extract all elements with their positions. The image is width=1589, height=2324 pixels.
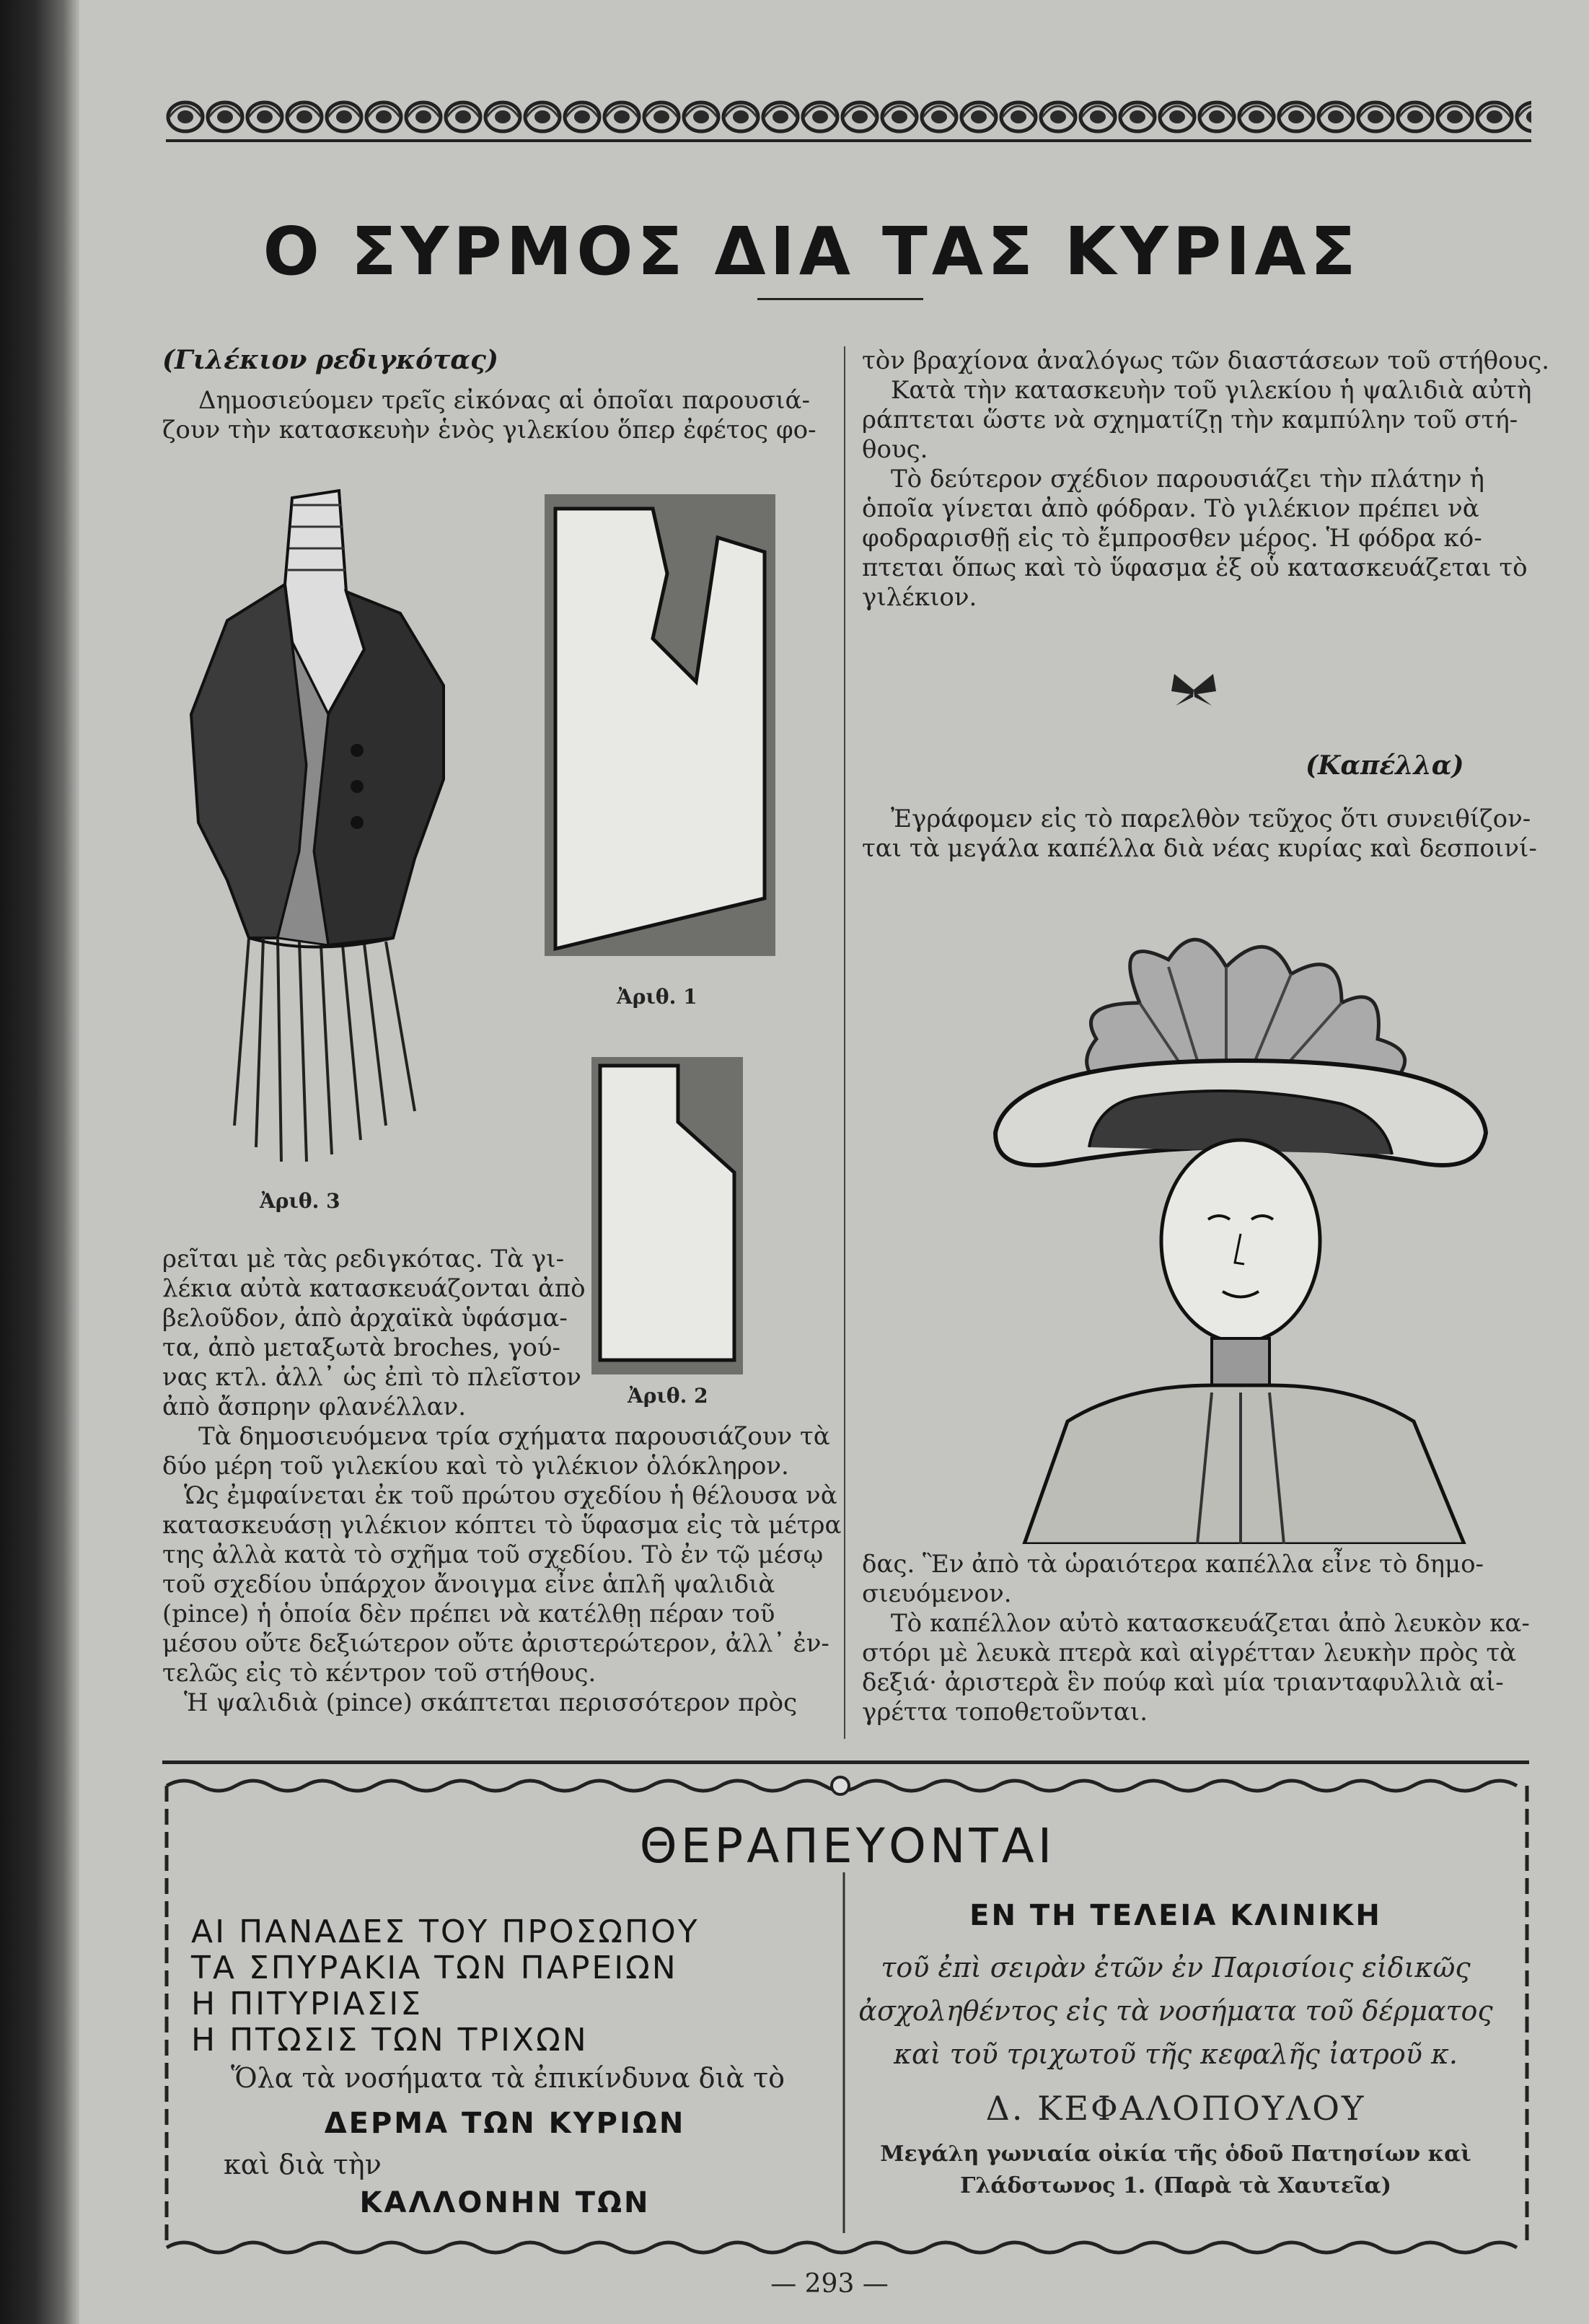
advert-beauty: ΚΑΛΛΟΝΗΝ ΤΩΝ — [359, 2186, 651, 2219]
address-2: Γλάδστωνος 1. (Παρὰ τὰ Χαυτεῖα) — [960, 2173, 1391, 2198]
figure-2-caption: Ἀριθ. 2 — [628, 1384, 708, 1408]
advert-all-diseases: Ὅλα τὰ νοσήματα τὰ ἐπικίνδυνα διὰ τὸ — [231, 2062, 785, 2094]
clinic-name: ΕΝ ΤΗ ΤΕΛΕΙΑ ΚΛΙΝΙΚΗ — [969, 1899, 1382, 1932]
advert-skin: ΔΕΡΜΑ ΤΩΝ ΚΥΡΙΩΝ — [324, 2107, 686, 2140]
pattern-diagram-1 — [545, 494, 775, 956]
doctor-desc-3: καὶ τοῦ τριχωτοῦ τῆς κεφαλῆς ἰατροῦ κ. — [894, 2038, 1458, 2070]
header-rule — [166, 139, 1531, 142]
address-1: Μεγάλη γωνιαία οἰκία τῆς ὁδοῦ Πατησίων καὶ — [880, 2141, 1471, 2167]
hats-heading: (Καπέλλα) — [1306, 750, 1464, 781]
vest-intro: Δημοσιεύομεν τρεῖς εἰκόνας αἱ ὁποῖαι παρουσιά- ζουν τὴν κατασκευὴν ἑνὸς γιλεκίου ὅπερ ἐφέτος φο- — [162, 386, 816, 444]
section-separator — [162, 1760, 1529, 1764]
header-ornament-border — [166, 95, 1531, 139]
vest-illustration — [184, 476, 458, 1169]
doctor-desc-2: ἀσχοληθέντος εἰς τὰ νοσήματα τοῦ δέρματος — [858, 1995, 1493, 2027]
vest-text-right: τὸν βραχίονα ἀναλόγως τῶν διαστάσεων τοῦ στήθους. Κατὰ τὴν κατασκευὴν τοῦ γιλεκίου ἡ ψαλιδιὰ αὐτὴ ράπτεται ὥστε νὰ σχηματίζῃ τὴν καμπύλην τοῦ στή- θους. Τὸ δεύτερον σχέδιον παρουσιάζει τὴν πλάτην ἡ ὁποῖα γίνεται ἀπὸ φόδραν. Τὸ γιλέκιον πρέπει νὰ φοδραρισθῇ εἰς τὸ ἔμπροσθεν μέρος. Ἡ φόδρα κό- πτεται ὅπως καὶ τὸ ὕφασμα ἐξ οὗ κατασκευάζεται τὸ γιλέκιον. — [862, 346, 1550, 612]
advert-title: ΘΕΡΑΠΕΥΟΝΤΑΙ — [639, 1818, 1056, 1874]
page-binding-shadow — [0, 0, 79, 2324]
condition-3: Η ΠΙΤΥΡΙΑΣΙΣ — [191, 1986, 423, 2022]
hats-text: δας. Ἓν ἀπὸ τὰ ὡραιότερα καπέλλα εἶνε τὸ δημο- σιευόμενον. Τὸ καπέλλον αὐτὸ κατασκευάζεται ἀπὸ λευκὸν κα- στόρι μὲ λευκὰ πτερὰ καὶ αἰγρέτταν λευκὴν πρὸς τὰ δεξιά· ἀριστερὰ ἓν πούφ καὶ μία τριανταφυλλιὰ αἰ- γρέττα τοποθετοῦνται. — [862, 1550, 1530, 1727]
figure-3-caption: Ἀριθ. 3 — [260, 1189, 340, 1213]
pattern-diagram-2 — [591, 1057, 743, 1374]
hat-lady-illustration — [981, 916, 1500, 1544]
vest-heading: (Γιλέκιον ρεδιγκότας) — [162, 345, 498, 375]
doctor-desc-1: τοῦ ἐπὶ σειρὰν ἐτῶν ἐν Παρισίοις εἰδικῶς — [881, 1952, 1471, 1983]
column-divider — [844, 346, 845, 1739]
page-number: — 293 — — [770, 2269, 889, 2299]
advert-and: καὶ διὰ τὴν — [224, 2149, 382, 2180]
hats-intro: Ἐγράφομεν εἰς τὸ παρελθὸν τεῦχος ὅτι συνειθίζον- ται τὰ μεγάλα καπέλλα διὰ νέας κυρίας καὶ δεσποινί- — [862, 804, 1537, 863]
vest-text-full: Τὰ δημοσιευόμενα τρία σχήματα παρουσιάζουν τὰ δύο μέρη τοῦ γιλεκίου καὶ τὸ γιλέκιον ὁλόκληρον. Ὡς ἐμφαίνεται ἐκ τοῦ πρώτου σχεδίου ἡ θέλουσα νὰ κατασκευάσῃ γιλέκιον κόπτει τὸ ὕφασμα εἰς τὰ μέτρα της ἀλλὰ κατὰ τὸ σχῆμα τοῦ σχεδίου. Τὸ ἐν τῷ μέσῳ τοῦ σχεδίου ὑπάρχον ἄνοιγμα εἶνε ἁπλῆ ψαλιδιὰ (pince) ἡ ὁποία δὲν πρέπει νὰ κατέλθῃ πέραν τοῦ μέσου οὔτε δεξιώτερον οὔτε ἀριστερώτερον, ἀλλ᾽ ἐν- τελῶς εἰς τὸ κέντρον τοῦ στήθους. Ἡ ψαλιδιὰ (pince) σκάπτεται περισσότερον πρὸς — [162, 1422, 842, 1717]
condition-1: ΑΙ ΠΑΝΑΔΕΣ ΤΟΥ ΠΡΟΣΩΠΟΥ — [191, 1913, 700, 1950]
title-underline — [757, 298, 923, 300]
figure-1-caption: Ἀριθ. 1 — [617, 985, 697, 1009]
condition-4: Η ΠΤΩΣΙΣ ΤΩΝ ΤΡΙΧΩΝ — [191, 2022, 589, 2058]
butterfly-ornament-icon — [1168, 670, 1219, 709]
page-title: Ο ΣΥΡΜΟΣ ΔΙΑ ΤΑΣ ΚΥΡΙΑΣ — [263, 213, 1360, 290]
vest-text-narrow: ρεῖται μὲ τὰς ρεδιγκότας. Τὰ γι- λέκια αὐτὰ κατασκευάζονται ἀπὸ βελοῦδον, ἀπὸ ἀρχαϊκὰ ὑφάσμα- τα, ἀπὸ μεταξωτὰ broches, γού- νας κτλ. ἀλλ᾽ ὡς ἐπὶ τὸ πλεῖστον ἀπὸ ἄσπρην φλανέλλαν. — [162, 1245, 586, 1421]
doctor-name: Δ. ΚΕΦΑΛΟΠΟΥΛΟΥ — [985, 2089, 1366, 2128]
condition-2: ΤΑ ΣΠΥΡΑΚΙΑ ΤΩΝ ΠΑΡΕΙΩΝ — [191, 1950, 678, 1986]
